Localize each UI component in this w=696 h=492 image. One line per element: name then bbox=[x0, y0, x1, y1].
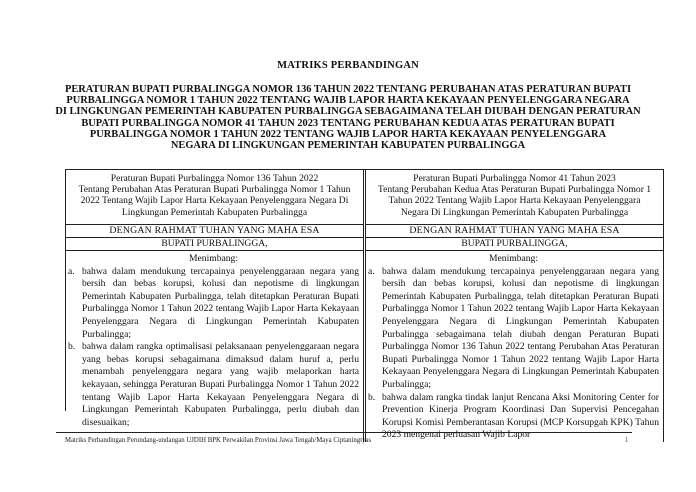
item-label: b. bbox=[68, 341, 76, 353]
column-new-regulation bbox=[366, 170, 664, 442]
item-text: bahwa dalam mendukung tercapainya penyelenggaraan negara yang bersih dan bebas korupsi, kolusi dan nepotisme di lingkungan Pemerintah Kabupaten Purbalingga, telah ditetapkan Peraturan Bupati Purbalingga Nomor 1 Tahun 2022 tentang Wajib Lapor Harta Kekayaan Penyelenggara Negara di Lingkungan Pemerintah Kabupaten Purbalingga; bbox=[82, 265, 359, 340]
regulation-title-line: PURBALINGGA NOMOR 1 TAHUN 2022 TENTANG WAJIB LAPOR HARTA KEKAYAAN PENYELENGGARA bbox=[89, 128, 607, 140]
list-item bbox=[368, 266, 659, 392]
list-item bbox=[68, 266, 359, 342]
header-line: Tentang Perubahan Atas Peraturan Bupati Purbalingga Nomor 1 Tahun bbox=[78, 184, 351, 196]
regulation-title-line: NEGARA DI LINGKUNGAN PEMERINTAH KABUPATEN PURBALINGGA bbox=[170, 140, 526, 152]
header-line: Negara Di Lingkungan Pemerintah Kabupaten Purbalingga bbox=[400, 206, 629, 218]
regulation-title bbox=[48, 84, 648, 151]
considerations-cell bbox=[66, 251, 363, 429]
item-label: a. bbox=[68, 265, 75, 277]
list-item bbox=[68, 341, 359, 429]
header-line: Peraturan Bupati Purbalingga Nomor 41 Tahun 2023 bbox=[413, 173, 616, 184]
item-text: bahwa dalam rangka optimalisasi pelaksanaan penyelenggaraan negara yang bebas korupsi sebagaimana dimaksud dalam huruf a, perlu menambah penyelenggara negara yang wajib melaporkan harta kekayaan, sehingga Peraturan Bupati Purbalingga Nomor 1 Tahun 2022 tentang Wajib Lapor Harta Kekayaan Penyelenggara Negara di Lingkungan Pemerintah Kabupaten Purbalingga, perlu diubah dan disesuaikan; bbox=[82, 341, 359, 428]
footer-text: Matriks Perbandingan Perundang-undangan UJDIH BPK Perwakilan Provinsi Jawa Tengah/Maya Ciptaningtyas bbox=[65, 437, 372, 444]
considering-label: Menimbang: bbox=[188, 253, 239, 264]
considerations-cell bbox=[366, 251, 663, 442]
header-line: Tahun 2022 Tentang Wajib Lapor Harta Kekayaan Penyelenggara bbox=[388, 195, 641, 207]
footer-divider bbox=[56, 432, 632, 433]
column-header bbox=[66, 170, 363, 225]
item-label: b. bbox=[368, 391, 376, 403]
list-item bbox=[368, 392, 659, 442]
header-line: Peraturan Bupati Purbalingga Nomor 136 Tahun 2022 bbox=[110, 173, 319, 184]
document-title: MATRIKS PERBANDINGAN bbox=[277, 60, 419, 71]
regulation-title-line: PERATURAN BUPATI PURBALINGGA NOMOR 136 TAHUN 2022 TENTANG PERUBAHAN ATAS PERATURAN BUPATI bbox=[64, 84, 632, 95]
regulation-title-line: PURBALINGGA NOMOR 1 TAHUN 2022 TENTANG WAJIB LAPOR HARTA KEKAYAAN PENYELENGGARA NEGARA bbox=[66, 95, 630, 107]
column-old-regulation bbox=[66, 170, 366, 442]
page-number: 1 bbox=[625, 437, 629, 444]
regulation-title-line: DI LINGKUNGAN PEMERINTAH KABUPATEN PURBALINGGA SEBAGAIMANA TELAH DIUBAH DENGAN PERATURAN bbox=[55, 106, 641, 118]
item-text: bahwa dalam mendukung tercapainya penyelenggaraan negara yang bersih dan bebas korupsi, kolusi dan nepotisme di lingkungan Pemerintah Kabupaten Purbalingga, telah ditetapkan Peraturan Bupati Purbalingga Nomor 1 Tahun 2022 tentang Wajib Lapor Harta Kekayaan Penyelenggara Negara di Lingkungan Pemerintah Kabupaten Purbalingga sebagaimana telah diubah dengan Peraturan Bupati Purbalingga Nomor 136 Tahun 2022 tentang Perubahan Atas Peraturan Bupati Purbalingga Nomor 1 Tahun 2022 tentang Wajib Lapor Harta Kekayaan Penyelenggara Negara di Lingkungan Pemerintah Kabupaten Purbalingga; bbox=[382, 265, 659, 390]
item-label: a. bbox=[368, 265, 375, 277]
preamble-row: DENGAN RAHMAT TUHAN YANG MAHA ESA bbox=[366, 225, 663, 238]
item-text: bahwa dalam rangka tindak lanjut Rencana Aksi Monitoring Center for Prevention Kinerja Program Koordinasi Dan Supervisi Pencegahan Korupsi Komisi Pemberantasan Korupsi (MCP Korsupgah KPK) Tahun 2023 mengenai perluasan Wajib Lapor bbox=[382, 391, 659, 441]
official-row: BUPATI PURBALINGGA, bbox=[366, 238, 663, 251]
preamble-row: DENGAN RAHMAT TUHAN YANG MAHA ESA bbox=[66, 225, 363, 238]
considering-label: Menimbang: bbox=[488, 253, 539, 264]
header-line: 2022 Tentang Wajib Lapor Harta Kekayaan Penyelenggara Negara Di bbox=[80, 195, 349, 207]
column-header bbox=[366, 170, 663, 225]
header-line: Lingkungan Pemerintah Kabupaten Purbalingga bbox=[121, 206, 308, 218]
regulation-title-line: BUPATI PURBALINGGA NOMOR 41 TAHUN 2023 TENTANG PERUBAHAN KEDUA ATAS PERATURAN BUPATI bbox=[81, 117, 615, 129]
official-row: BUPATI PURBALINGGA, bbox=[66, 238, 363, 251]
header-line: Tentang Perubahan Kedua Atas Peraturan Bupati Purbalingga Nomor 1 bbox=[377, 184, 652, 196]
